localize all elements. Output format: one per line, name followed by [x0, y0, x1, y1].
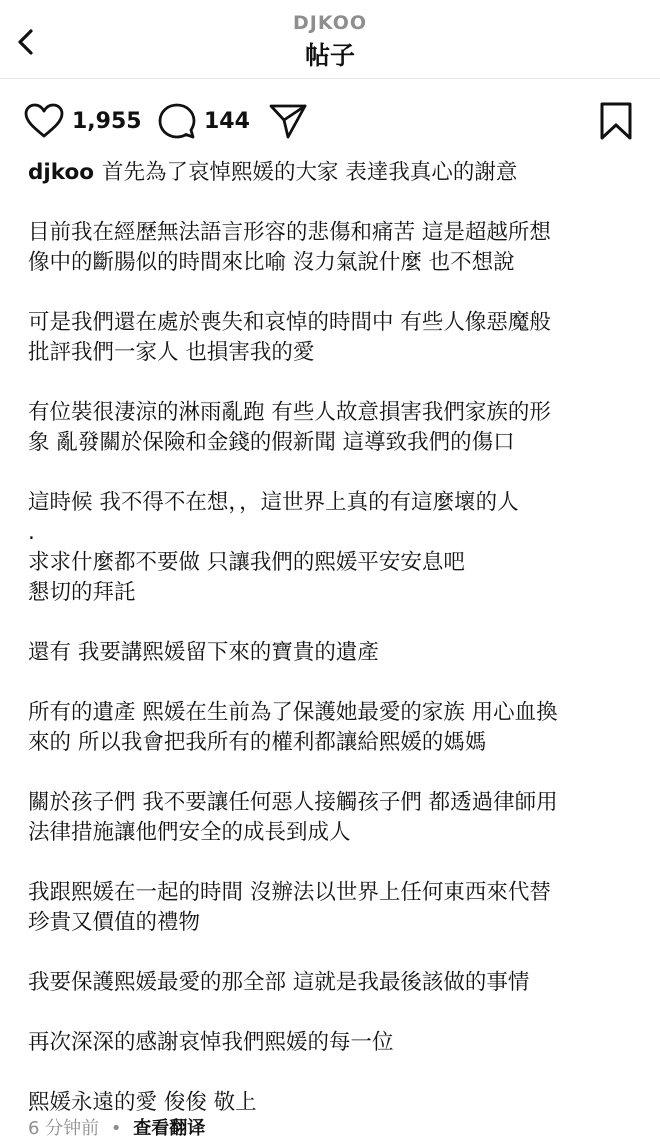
comment-icon: [158, 102, 196, 140]
header-bar: [0, 0, 660, 79]
caption-paragraph: 目前我在經歷無法語言形容的悲傷和痛苦 這是超越所想 像中的斷腸似的時間來比喻 沒力氣說什麼 也不想說: [28, 220, 551, 275]
save-button[interactable]: [598, 96, 634, 146]
post-timestamp: 6 分钟前: [28, 1118, 100, 1139]
like-button[interactable]: [24, 96, 142, 146]
share-button[interactable]: [268, 96, 308, 146]
caption-paragraph: 求求什麼都不要做 只讓我們的熙媛平安安息吧 懇切的拜託: [28, 550, 465, 605]
post-footer: [28, 1114, 205, 1140]
caption-paragraph: .: [28, 520, 35, 545]
paper-plane-icon: [268, 102, 308, 140]
caption-first-line: [28, 158, 648, 188]
caption-paragraph: 有位裝很淒涼的淋雨亂跑 有些人故意損害我們家族的形 象 亂發關於保險和金錢的假新聞 這導致我們的傷口: [28, 400, 551, 455]
see-translation-link[interactable]: 查看翻译: [133, 1118, 206, 1139]
caption-paragraph: 再次深深的感謝哀悼我們熙媛的每一位: [28, 1030, 394, 1055]
like-count: 1,955: [72, 108, 142, 134]
caption-paragraph: 我跟熙媛在一起的時間 沒辦法以世界上任何東西來代替 珍貴又價值的禮物: [28, 880, 551, 935]
post-caption: [28, 158, 648, 1118]
caption-paragraph: 這時候 我不得不在想，，這世界上真的有這麼壞的人: [28, 490, 519, 515]
footer-separator: •: [110, 1118, 122, 1139]
caption-paragraph: 還有 我要講熙媛留下來的寶貴的遺產: [28, 640, 379, 665]
caption-paragraph: 熙媛永遠的愛 俊俊 敬上: [28, 1090, 257, 1115]
bookmark-icon: [598, 101, 634, 141]
caption-text: 首先為了哀悼熙媛的大家 表達我真心的謝意: [102, 160, 518, 185]
comment-button[interactable]: [158, 96, 250, 146]
caption-paragraph: 關於孩子們 我不要讓任何惡人接觸孩子們 都透過律師用 法律措施讓他們安全的成長到成人: [28, 790, 558, 845]
caption-username[interactable]: djkoo: [28, 160, 95, 185]
caption-paragraph: 所有的遺產 熙媛在生前為了保護她最愛的家族 用心血換 來的 所以我會把我所有的權利都讓給熙媛的媽媽: [28, 700, 558, 755]
header-username: DJKOO: [292, 12, 367, 34]
page-title: 帖子: [304, 41, 355, 70]
comment-count: 144: [204, 108, 250, 134]
heart-icon: [24, 103, 64, 139]
action-bar: [0, 96, 660, 146]
caption-paragraph: 我要保護熙媛最愛的那全部 這就是我最後該做的事情: [28, 970, 530, 995]
caption-paragraph: 可是我們還在處於喪失和哀悼的時間中 有些人像惡魔般 批評我們一家人 也損害我的愛: [28, 310, 551, 365]
